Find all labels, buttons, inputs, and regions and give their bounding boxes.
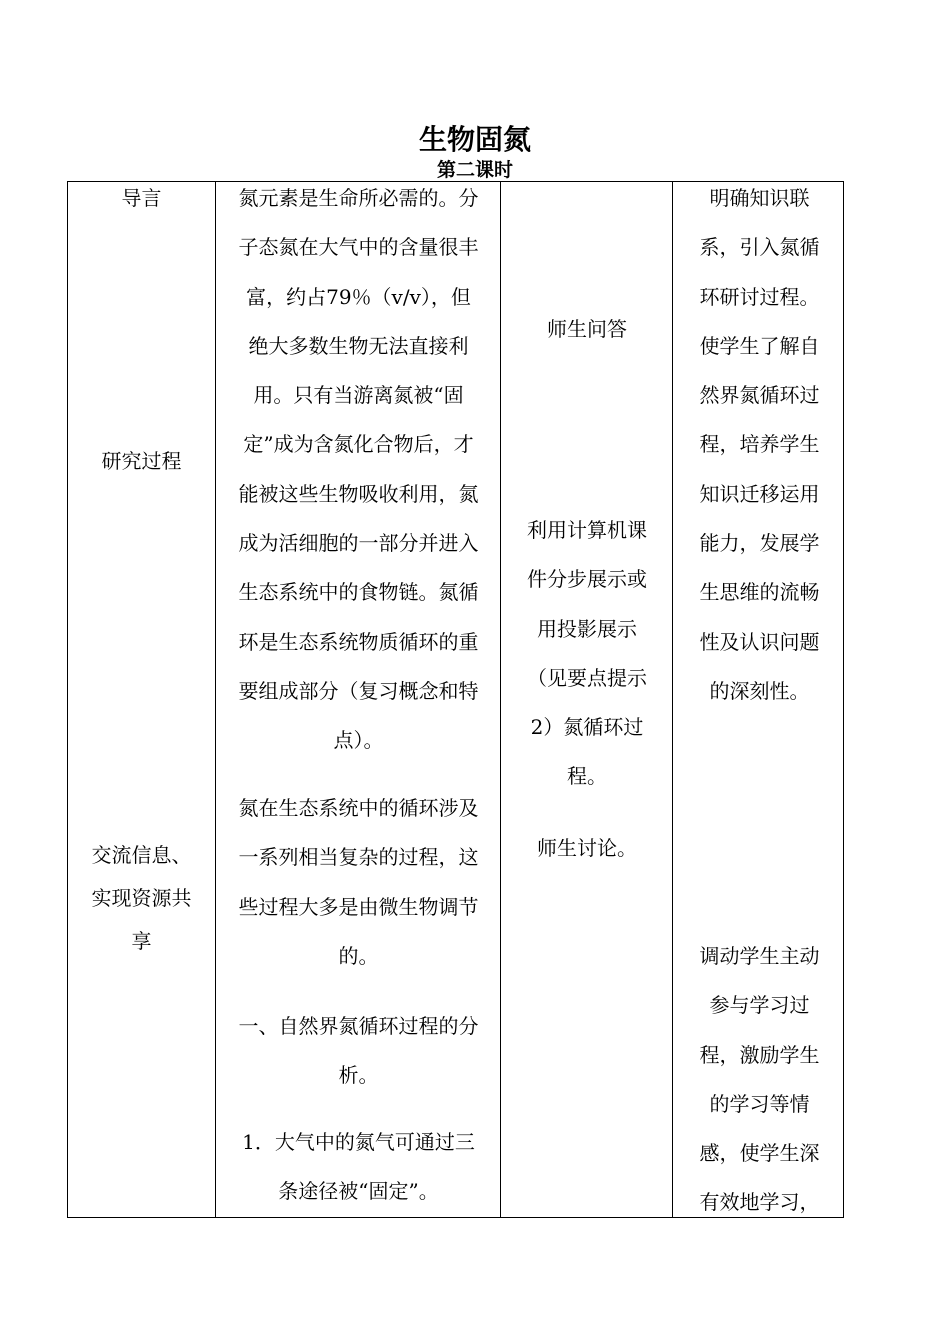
- activity-qa: 师生问答: [547, 317, 627, 341]
- stage-research: 研究过程: [101, 449, 182, 473]
- activity-courseware: 利用计算机课 件分步展示或 用投影展示 （见要点提示 2）氮循环过 程。: [527, 518, 647, 789]
- content-intro: 氮元素是生命所必需的。分 子态氮在大气中的含量很丰 富，约占79％（v/v），但 绝大多数生物无法直接利 用。只有当游离氮被“固 定”成为含氮化合物后，才 能被这些生物吸收利用，氮 成为活细胞的一部分并进入 生态系统中的食物链。氮循 环是生态系统物质循环的重 要组成部分（复习概念和特 点）。: [238, 186, 479, 753]
- page-title: 生物固氮: [418, 123, 531, 156]
- column-divider: [215, 182, 216, 1217]
- stage-exchange: 交流信息、 实现资源共 享: [91, 843, 192, 953]
- purpose-intro: 明确知识联 系，引入氮循 环研讨过程。 使学生了解自 然界氮循环过 程，培养学生 知识迁移运用 能力，发展学 生思维的流畅 性及认识问题 的深刻性。: [699, 186, 820, 703]
- content-section-one: 一、自然界氮循环过程的分 析。: [238, 1014, 479, 1088]
- activity-discussion: 师生讨论。: [537, 836, 637, 860]
- column-divider: [500, 182, 501, 1217]
- page-subtitle: 第二课时: [436, 159, 513, 181]
- content-cycle: 氮在生态系统中的循环涉及 一系列相当复杂的过程，这 些过程大多是由微生物调节 的。: [238, 796, 479, 968]
- content-point-one: 1．大气中的氮气可通过三 条途径被“固定”。: [242, 1130, 475, 1204]
- stage-intro: 导言: [121, 186, 162, 210]
- column-divider: [672, 182, 673, 1217]
- lesson-table: [67, 181, 844, 1218]
- purpose-engage: 调动学生主动 参与学习过 程，激励学生 的学习等情 感，使学生深 有效地学习，: [699, 944, 820, 1215]
